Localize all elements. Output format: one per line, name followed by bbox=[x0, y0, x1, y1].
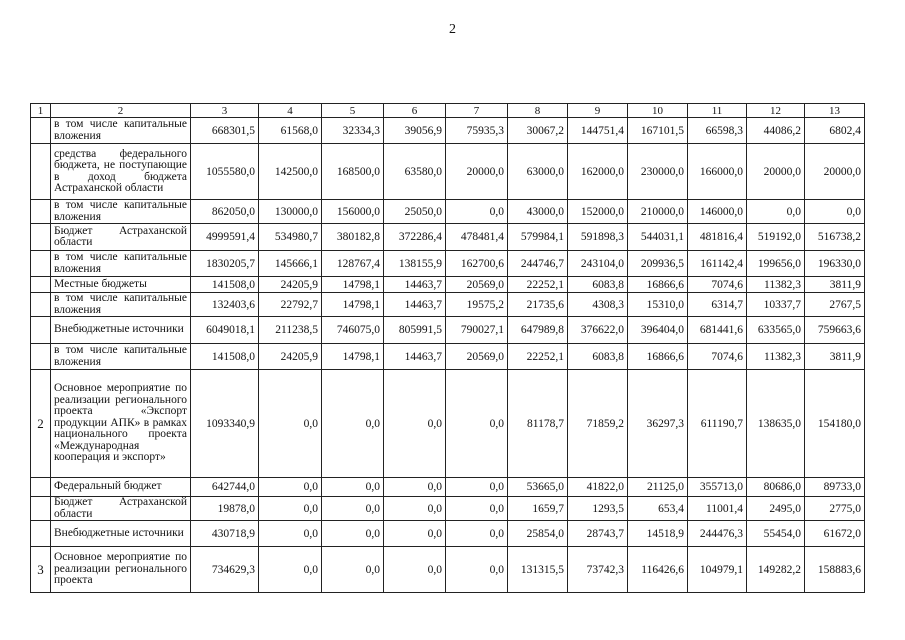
table-cell: 162700,6 bbox=[446, 251, 508, 277]
table-cell: 519192,0 bbox=[747, 224, 805, 251]
table-cell: 0,0 bbox=[384, 521, 446, 547]
table-cell: 396404,0 bbox=[628, 317, 688, 344]
table-cell: 22792,7 bbox=[259, 293, 322, 317]
table-cell: 128767,4 bbox=[322, 251, 384, 277]
table-cell: 355713,0 bbox=[688, 478, 747, 497]
table-cell: 0,0 bbox=[384, 547, 446, 593]
table-cell: 1830205,7 bbox=[191, 251, 259, 277]
table-row bbox=[31, 317, 865, 344]
table-cell: 61568,0 bbox=[259, 118, 322, 144]
row-index bbox=[31, 344, 51, 370]
table-row bbox=[31, 277, 865, 293]
table-cell: 61672,0 bbox=[805, 521, 865, 547]
column-header: 8 bbox=[508, 104, 568, 118]
table-cell: 14463,7 bbox=[384, 344, 446, 370]
table-cell: 138155,9 bbox=[384, 251, 446, 277]
table-cell: 130000,0 bbox=[259, 200, 322, 224]
table-cell: 15310,0 bbox=[628, 293, 688, 317]
table-cell: 0,0 bbox=[446, 200, 508, 224]
table-cell: 142500,0 bbox=[259, 144, 322, 200]
row-label: в том числе капитальные вложения bbox=[51, 344, 191, 370]
table-cell: 44086,2 bbox=[747, 118, 805, 144]
table-cell: 734629,3 bbox=[191, 547, 259, 593]
table-cell: 14798,1 bbox=[322, 277, 384, 293]
table-cell: 14463,7 bbox=[384, 277, 446, 293]
row-label: Основное мероприятие по реализации регионального проекта «Экспорт продукции АПК» в рамках национального проекта «Международная кооперация и экспорт» bbox=[51, 370, 191, 478]
table-cell: 144751,4 bbox=[568, 118, 628, 144]
table-cell: 2775,0 bbox=[805, 497, 865, 521]
row-index bbox=[31, 251, 51, 277]
table-cell: 790027,1 bbox=[446, 317, 508, 344]
table-cell: 681441,6 bbox=[688, 317, 747, 344]
table-cell: 230000,0 bbox=[628, 144, 688, 200]
table-cell: 21735,6 bbox=[508, 293, 568, 317]
table-cell: 653,4 bbox=[628, 497, 688, 521]
table-cell: 104979,1 bbox=[688, 547, 747, 593]
table-cell: 0,0 bbox=[322, 521, 384, 547]
table-cell: 0,0 bbox=[322, 478, 384, 497]
table-cell: 0,0 bbox=[384, 478, 446, 497]
table-cell: 0,0 bbox=[446, 497, 508, 521]
table-cell: 668301,5 bbox=[191, 118, 259, 144]
table-row bbox=[31, 224, 865, 251]
table-cell: 1055580,0 bbox=[191, 144, 259, 200]
table-cell: 199656,0 bbox=[747, 251, 805, 277]
table-cell: 19878,0 bbox=[191, 497, 259, 521]
table-cell: 73742,3 bbox=[568, 547, 628, 593]
table-cell: 30067,2 bbox=[508, 118, 568, 144]
table-cell: 633565,0 bbox=[747, 317, 805, 344]
table-cell: 146000,0 bbox=[688, 200, 747, 224]
row-index: 2 bbox=[31, 370, 51, 478]
table-row bbox=[31, 497, 865, 521]
table-cell: 0,0 bbox=[259, 497, 322, 521]
row-index: 3 bbox=[31, 547, 51, 593]
table-cell: 6083,8 bbox=[568, 277, 628, 293]
row-label: Бюджет Астраханской области bbox=[51, 497, 191, 521]
table-cell: 149282,2 bbox=[747, 547, 805, 593]
row-index bbox=[31, 497, 51, 521]
table-cell: 36297,3 bbox=[628, 370, 688, 478]
column-header: 3 bbox=[191, 104, 259, 118]
table-cell: 145666,1 bbox=[259, 251, 322, 277]
table-cell: 591898,3 bbox=[568, 224, 628, 251]
row-label: Основное мероприятие по реализации регионального проекта bbox=[51, 547, 191, 593]
table-cell: 805991,5 bbox=[384, 317, 446, 344]
table-cell: 41822,0 bbox=[568, 478, 628, 497]
table-cell: 55454,0 bbox=[747, 521, 805, 547]
table-cell: 22252,1 bbox=[508, 344, 568, 370]
row-index bbox=[31, 317, 51, 344]
table-cell: 0,0 bbox=[747, 200, 805, 224]
row-index bbox=[31, 144, 51, 200]
table-cell: 0,0 bbox=[322, 547, 384, 593]
table-cell: 6083,8 bbox=[568, 344, 628, 370]
table-cell: 152000,0 bbox=[568, 200, 628, 224]
table-cell: 376622,0 bbox=[568, 317, 628, 344]
table-cell: 16866,6 bbox=[628, 277, 688, 293]
table-cell: 6314,7 bbox=[688, 293, 747, 317]
table-cell: 20569,0 bbox=[446, 277, 508, 293]
column-header: 4 bbox=[259, 104, 322, 118]
table-cell: 39056,9 bbox=[384, 118, 446, 144]
table-cell: 14798,1 bbox=[322, 344, 384, 370]
table-cell: 430718,9 bbox=[191, 521, 259, 547]
table-row bbox=[31, 370, 865, 478]
table-row bbox=[31, 547, 865, 593]
table-cell: 75935,3 bbox=[446, 118, 508, 144]
row-label: в том числе капитальные вложения bbox=[51, 200, 191, 224]
table-cell: 14518,9 bbox=[628, 521, 688, 547]
table-cell: 131315,5 bbox=[508, 547, 568, 593]
table-row bbox=[31, 293, 865, 317]
table-row bbox=[31, 200, 865, 224]
table-cell: 2495,0 bbox=[747, 497, 805, 521]
table-cell: 11001,4 bbox=[688, 497, 747, 521]
column-header: 12 bbox=[747, 104, 805, 118]
table-cell: 166000,0 bbox=[688, 144, 747, 200]
table-cell: 14463,7 bbox=[384, 293, 446, 317]
table-cell: 11382,3 bbox=[747, 344, 805, 370]
table-cell: 244746,7 bbox=[508, 251, 568, 277]
table-cell: 244476,3 bbox=[688, 521, 747, 547]
row-label: Федеральный бюджет bbox=[51, 478, 191, 497]
row-label: Бюджет Астраханской области bbox=[51, 224, 191, 251]
table-cell: 3811,9 bbox=[805, 344, 865, 370]
table-cell: 161142,4 bbox=[688, 251, 747, 277]
table-header-row bbox=[31, 104, 865, 118]
table-cell: 1293,5 bbox=[568, 497, 628, 521]
table-row bbox=[31, 144, 865, 200]
column-header: 2 bbox=[51, 104, 191, 118]
column-header: 9 bbox=[568, 104, 628, 118]
table-cell: 0,0 bbox=[384, 497, 446, 521]
table-cell: 141508,0 bbox=[191, 344, 259, 370]
table-cell: 759663,6 bbox=[805, 317, 865, 344]
row-index bbox=[31, 521, 51, 547]
table-cell: 4999591,4 bbox=[191, 224, 259, 251]
table-cell: 63000,0 bbox=[508, 144, 568, 200]
table-cell: 4308,3 bbox=[568, 293, 628, 317]
table-cell: 22252,1 bbox=[508, 277, 568, 293]
row-label: в том числе капитальные вложения bbox=[51, 251, 191, 277]
table-cell: 24205,9 bbox=[259, 344, 322, 370]
table-row bbox=[31, 478, 865, 497]
table-cell: 7074,6 bbox=[688, 344, 747, 370]
table-cell: 746075,0 bbox=[322, 317, 384, 344]
table-cell: 141508,0 bbox=[191, 277, 259, 293]
table-cell: 10337,7 bbox=[747, 293, 805, 317]
table-cell: 0,0 bbox=[259, 547, 322, 593]
table-cell: 81178,7 bbox=[508, 370, 568, 478]
table-cell: 611190,7 bbox=[688, 370, 747, 478]
table-cell: 0,0 bbox=[805, 200, 865, 224]
table-cell: 481816,4 bbox=[688, 224, 747, 251]
table-cell: 158883,6 bbox=[805, 547, 865, 593]
table-cell: 89733,0 bbox=[805, 478, 865, 497]
table-cell: 168500,0 bbox=[322, 144, 384, 200]
table-cell: 28743,7 bbox=[568, 521, 628, 547]
column-header: 13 bbox=[805, 104, 865, 118]
table-cell: 862050,0 bbox=[191, 200, 259, 224]
table-cell: 516738,2 bbox=[805, 224, 865, 251]
table-cell: 32334,3 bbox=[322, 118, 384, 144]
table-cell: 138635,0 bbox=[747, 370, 805, 478]
table-cell: 162000,0 bbox=[568, 144, 628, 200]
table-cell: 7074,6 bbox=[688, 277, 747, 293]
table-cell: 14798,1 bbox=[322, 293, 384, 317]
table-row bbox=[31, 251, 865, 277]
table-cell: 25050,0 bbox=[384, 200, 446, 224]
table-cell: 0,0 bbox=[446, 478, 508, 497]
table-cell: 25854,0 bbox=[508, 521, 568, 547]
table-cell: 478481,4 bbox=[446, 224, 508, 251]
page-number: 2 bbox=[449, 22, 456, 37]
table-cell: 579984,1 bbox=[508, 224, 568, 251]
table-cell: 1093340,9 bbox=[191, 370, 259, 478]
row-index bbox=[31, 478, 51, 497]
row-label: в том числе капитальные вложения bbox=[51, 293, 191, 317]
table-cell: 19575,2 bbox=[446, 293, 508, 317]
table-cell: 16866,6 bbox=[628, 344, 688, 370]
table-cell: 372286,4 bbox=[384, 224, 446, 251]
table-cell: 3811,9 bbox=[805, 277, 865, 293]
table-cell: 167101,5 bbox=[628, 118, 688, 144]
row-index bbox=[31, 118, 51, 144]
table-cell: 1659,7 bbox=[508, 497, 568, 521]
table-cell: 20000,0 bbox=[446, 144, 508, 200]
table-row bbox=[31, 344, 865, 370]
table-cell: 80686,0 bbox=[747, 478, 805, 497]
table-cell: 66598,3 bbox=[688, 118, 747, 144]
table-cell: 209936,5 bbox=[628, 251, 688, 277]
table-cell: 380182,8 bbox=[322, 224, 384, 251]
column-header: 11 bbox=[688, 104, 747, 118]
row-label: в том числе капитальные вложения bbox=[51, 118, 191, 144]
table-row bbox=[31, 521, 865, 547]
table-cell: 71859,2 bbox=[568, 370, 628, 478]
table-cell: 0,0 bbox=[259, 478, 322, 497]
row-index bbox=[31, 200, 51, 224]
table-cell: 154180,0 bbox=[805, 370, 865, 478]
row-index bbox=[31, 224, 51, 251]
table-cell: 20000,0 bbox=[805, 144, 865, 200]
table-cell: 21125,0 bbox=[628, 478, 688, 497]
column-header: 10 bbox=[628, 104, 688, 118]
table-cell: 53665,0 bbox=[508, 478, 568, 497]
table-cell: 132403,6 bbox=[191, 293, 259, 317]
row-label: средства федерального бюджета, не поступающие в доход бюджета Астраханской области bbox=[51, 144, 191, 200]
table-cell: 20000,0 bbox=[747, 144, 805, 200]
table-cell: 196330,0 bbox=[805, 251, 865, 277]
column-header: 6 bbox=[384, 104, 446, 118]
column-header: 1 bbox=[31, 104, 51, 118]
row-index bbox=[31, 277, 51, 293]
table-cell: 0,0 bbox=[446, 370, 508, 478]
table-cell: 6802,4 bbox=[805, 118, 865, 144]
table-cell: 156000,0 bbox=[322, 200, 384, 224]
row-label: Местные бюджеты bbox=[51, 277, 191, 293]
table-cell: 544031,1 bbox=[628, 224, 688, 251]
table-cell: 211238,5 bbox=[259, 317, 322, 344]
table-cell: 0,0 bbox=[446, 547, 508, 593]
table-cell: 0,0 bbox=[259, 370, 322, 478]
table-cell: 11382,3 bbox=[747, 277, 805, 293]
table-cell: 243104,0 bbox=[568, 251, 628, 277]
table-cell: 210000,0 bbox=[628, 200, 688, 224]
row-label: Внебюджетные источники bbox=[51, 521, 191, 547]
table-cell: 642744,0 bbox=[191, 478, 259, 497]
table-cell: 0,0 bbox=[322, 497, 384, 521]
table-cell: 116426,6 bbox=[628, 547, 688, 593]
row-label: Внебюджетные источники bbox=[51, 317, 191, 344]
row-index bbox=[31, 293, 51, 317]
table-cell: 2767,5 bbox=[805, 293, 865, 317]
table-cell: 24205,9 bbox=[259, 277, 322, 293]
table-cell: 0,0 bbox=[446, 521, 508, 547]
table-row bbox=[31, 118, 865, 144]
table-cell: 6049018,1 bbox=[191, 317, 259, 344]
column-header: 7 bbox=[446, 104, 508, 118]
table-cell: 534980,7 bbox=[259, 224, 322, 251]
table-cell: 0,0 bbox=[259, 521, 322, 547]
table-cell: 63580,0 bbox=[384, 144, 446, 200]
table-cell: 43000,0 bbox=[508, 200, 568, 224]
table-cell: 647989,8 bbox=[508, 317, 568, 344]
table-cell: 0,0 bbox=[384, 370, 446, 478]
budget-table bbox=[30, 103, 865, 593]
table-cell: 20569,0 bbox=[446, 344, 508, 370]
table-cell: 0,0 bbox=[322, 370, 384, 478]
column-header: 5 bbox=[322, 104, 384, 118]
